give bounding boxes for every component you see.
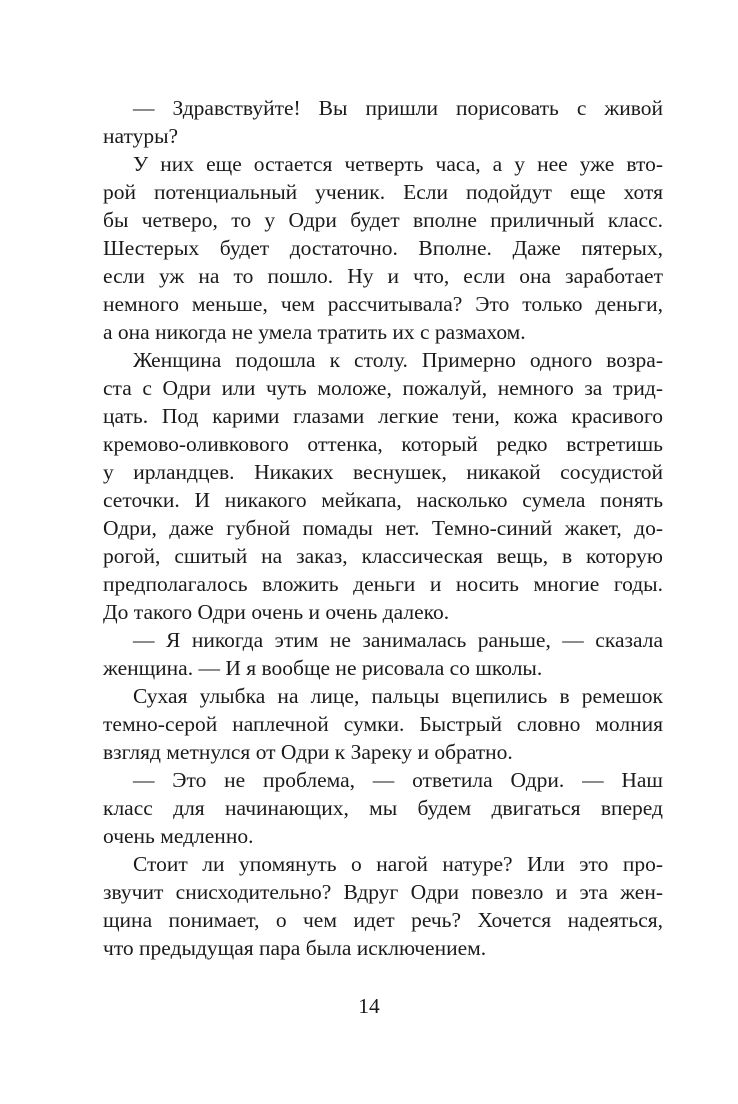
paragraph [103, 94, 663, 150]
paragraph [103, 150, 663, 346]
paragraph [103, 766, 663, 850]
paragraph [103, 682, 663, 766]
text-line: предполагалось вложить деньги и носить многие годы. [103, 572, 663, 596]
text-line: женщина. — И я вообще не рисовала со школы. [103, 656, 543, 680]
text-line: — Это не проблема, — ответила Одри. — Наш [133, 768, 663, 792]
text-line: У них еще остается четверть часа, а у нее уже вто- [133, 152, 663, 176]
text-line: кремово-оливкового оттенка, который редко встретишь [103, 432, 663, 456]
text-line: ста с Одри или чуть моложе, пожалуй, немного за трид- [103, 376, 663, 400]
text-line: бы четверо, то у Одри будет вполне приличный класс. [103, 208, 663, 232]
text-line: натуры? [103, 124, 179, 148]
text-line: Стоит ли упомянуть о нагой натуре? Или это про- [133, 852, 663, 876]
text-line: Женщина подошла к столу. Примерно одного возра- [133, 348, 663, 372]
text-line: звучит снисходительно? Вдруг Одри повезло и эта жен- [103, 880, 663, 904]
text-line: взгляд метнулся от Одри к Зареку и обратно. [103, 740, 513, 764]
text-line: немного меньше, чем рассчитывала? Это только деньги, [103, 292, 663, 316]
text-line: если уж на то пошло. Ну и что, если она заработает [103, 264, 663, 288]
paragraph [103, 346, 663, 626]
text-line: а она никогда не умела тратить их с размахом. [103, 320, 526, 344]
text-line: Сухая улыбка на лице, пальцы вцепились в ремешок [133, 684, 663, 708]
text-line: цать. Под карими глазами легкие тени, кожа красивого [103, 404, 663, 428]
text-line: класс для начинающих, мы будем двигаться вперед [103, 796, 663, 820]
text-line: щина понимает, о чем идет речь? Хочется надеяться, [103, 908, 663, 932]
text-line: Одри, даже губной помады нет. Темно-синий жакет, до- [103, 516, 663, 540]
text-line: — Я никогда этим не занималась раньше, — сказала [133, 628, 663, 652]
text-line: рогой, сшитый на заказ, классическая вещь, в которую [103, 544, 663, 568]
page-body [103, 94, 663, 962]
text-line: у ирландцев. Никаких веснушек, никакой сосудистой [103, 460, 663, 484]
paragraph [103, 626, 663, 682]
page-number: 14 [358, 994, 380, 1018]
text-line: рой потенциальный ученик. Если подойдут еще хотя [103, 180, 663, 204]
text-line: — Здравствуйте! Вы пришли порисовать с живой [133, 96, 663, 120]
text-line: темно-серой наплечной сумки. Быстрый словно молния [103, 712, 663, 736]
text-line: что предыдущая пара была исключением. [103, 936, 487, 960]
text-line: Шестерых будет достаточно. Вполне. Даже пятерых, [103, 236, 663, 260]
text-line: очень медленно. [103, 824, 254, 848]
text-line: сеточки. И никакого мейкапа, насколько сумела понять [103, 488, 663, 512]
text-line: До такого Одри очень и очень далеко. [103, 600, 450, 624]
paragraph [103, 850, 663, 962]
